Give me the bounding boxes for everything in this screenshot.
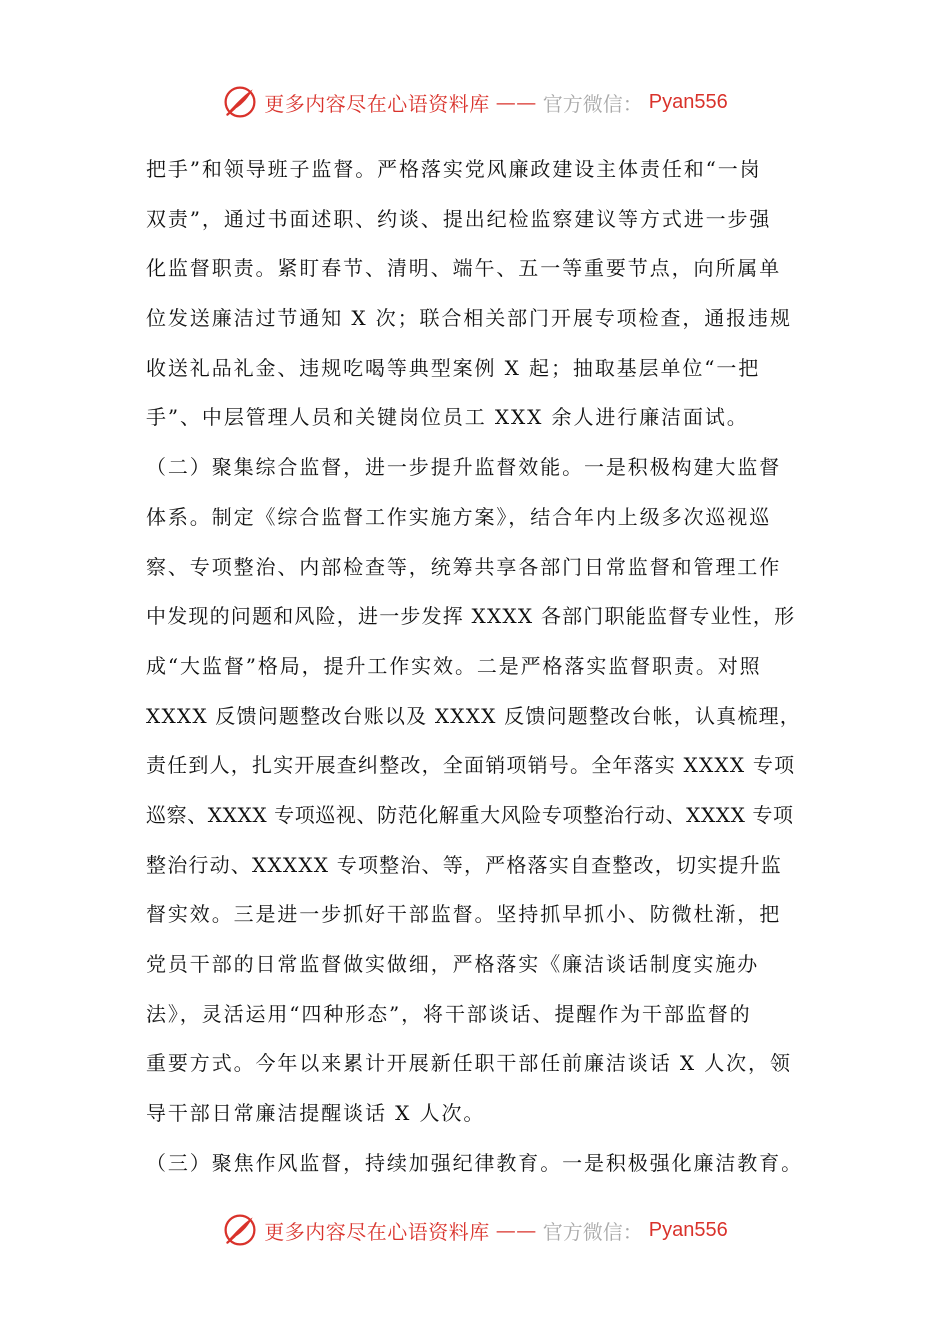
body-line: 导干部日常廉洁提醒谈话 X 人次。	[146, 1101, 486, 1126]
body-line: 双责”，通过书面述职、约谈、提出纪检监察建议等方式进一步强	[146, 206, 772, 231]
body-line: 化监督职责。紧盯春节、清明、端午、五一等重要节点，向所属单	[146, 256, 782, 281]
document-body	[146, 145, 816, 1188]
body-line: 重要方式。今年以来累计开展新任职干部任前廉洁谈话 X 人次，领	[146, 1051, 792, 1076]
section-heading-2: （二）聚集综合监督，进一步提升监督效能。一是积极构建大监督	[146, 455, 782, 480]
body-line: 察、专项整治、内部检查等，统筹共享各部门日常监督和管理工作	[146, 554, 782, 579]
body-line: 体系。制定《综合监督工作实施方案》，结合年内上级多次巡视巡	[146, 504, 772, 529]
watermark-wechat-id: Pyan556	[648, 1218, 728, 1241]
body-line: 整治行动、XXXXX 专项整治、等，严格落实自查整改，切实提升监	[146, 852, 782, 877]
watermark-official: 官方微信：	[542, 91, 643, 116]
watermark-brand: 更多内容尽在心语资料库	[264, 1219, 490, 1244]
body-line: 位发送廉洁过节通知 X 次；联合相关部门开展专项检查，通报违规	[146, 306, 792, 331]
watermark-brand: 更多内容尽在心语资料库	[264, 91, 490, 116]
body-line: 督实效。三是进一步抓好干部监督。坚持抓早抓小、防微杜渐，把	[146, 902, 782, 927]
quill-logo-icon	[222, 84, 258, 120]
body-line: 巡察、XXXX 专项巡视、防范化解重大风险专项整治行动、XXXX 专项	[146, 802, 794, 827]
body-line: 成“大监督”格局，提升工作实效。二是严格落实监督职责。对照	[146, 653, 762, 678]
watermark-separator: ——	[495, 90, 537, 114]
header-watermark	[0, 82, 950, 122]
body-line: 党员干部的日常监督做实做细，严格落实《廉洁谈话制度实施办	[146, 952, 760, 976]
body-line: 把手”和领导班子监督。严格落实党风廉政建设主体责任和“一岗	[146, 157, 762, 181]
section-heading-3: （三）聚焦作风监督，持续加强纪律教育。一是积极强化廉洁教育。	[146, 1150, 803, 1175]
body-line: 法》，灵活运用“四种形态”，将干部谈话、提醒作为干部监督的	[146, 1001, 752, 1026]
body-line: 收送礼品礼金、违规吃喝等典型案例 X 起；抽取基层单位“一把	[146, 355, 761, 380]
body-line: 手”、中层管理人员和关键岗位员工 XXX 余人进行廉洁面试。	[146, 405, 749, 430]
body-line: XXXX 反馈问题整改台账以及 XXXX 反馈问题整改台帐，认真梳理，	[146, 703, 801, 728]
watermark-separator: ——	[495, 1218, 537, 1242]
body-line: 中发现的问题和风险，进一步发挥 XXXX 各部门职能监督专业性，形	[146, 604, 796, 629]
watermark-official: 官方微信：	[542, 1219, 643, 1244]
body-line: 责任到人，扎实开展查纠整改，全面销项销号。全年落实 XXXX 专项	[146, 753, 796, 778]
quill-logo-icon	[222, 1212, 258, 1248]
footer-watermark	[0, 1210, 950, 1250]
watermark-wechat-id: Pyan556	[648, 90, 728, 113]
